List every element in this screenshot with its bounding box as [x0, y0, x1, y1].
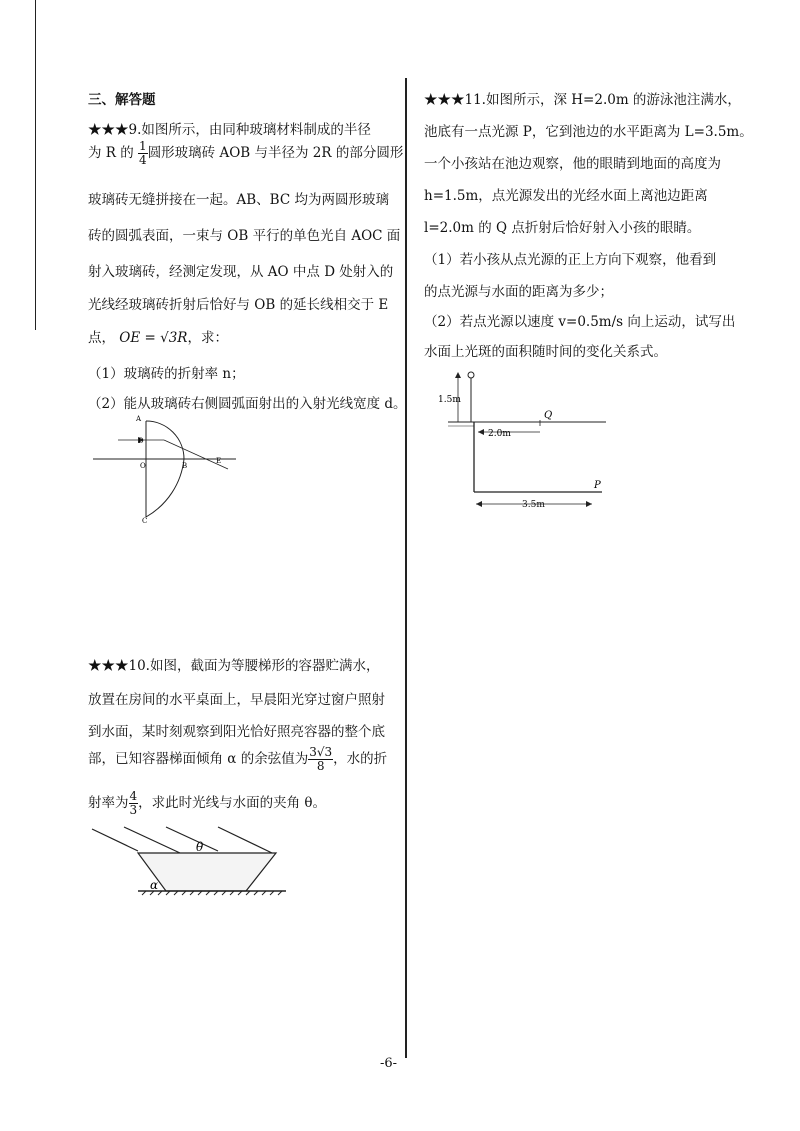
fig11-label-Q: Q [544, 410, 553, 421]
q9-figure [88, 413, 248, 523]
q10-cos-fraction: $\frac{3√3}{8}$ [309, 745, 333, 773]
q9-stars: ★★★9. [88, 122, 142, 138]
fig9-label-C: C [142, 517, 148, 523]
q10-line-5: 射率为 $\frac{4}{3}$ ，求此时光线与水面的夹角 θ。 [88, 789, 327, 817]
fig9-label-A: A [136, 415, 142, 423]
q11-line-3: 一个小孩站在池边观察，他的眼睛到地面的高度为 [424, 156, 721, 172]
fig11-label-L: 3.5m [522, 500, 545, 510]
q9-formula: OE = √3R [119, 330, 188, 346]
q10-line-3: 到水面，某时刻观察到阳光恰好照亮容器的整个底 [88, 724, 385, 740]
fig10-label-theta: θ [196, 840, 204, 854]
q9-line-6: 光线经玻璃砖折射后恰好与 OB 的延长线相交于 E [88, 297, 389, 313]
fig11-label-h: 1.5m [438, 395, 461, 405]
fig11-label-P: P [594, 480, 601, 491]
section-title: 三、解答题 [88, 92, 156, 108]
q10-line-1: ★★★10.如图，截面为等腰梯形的容器贮满水， [88, 658, 380, 674]
q11-line-4: h=1.5m，点光源发出的光经水面上离池边距离 [424, 188, 708, 204]
q9-line-1: ★★★9.如图所示，由同种玻璃材料制成的半径 [88, 122, 371, 138]
q11-sub2-line-2: 水面上光斑的面积随时间的变化关系式。 [424, 344, 667, 360]
q10-stars: ★★★10. [88, 658, 150, 674]
q10-n-fraction: $\frac{4}{3}$ [129, 789, 138, 817]
q10-line-2: 放置在房间的水平桌面上，早晨阳光穿过窗户照射 [88, 692, 385, 708]
column-divider [405, 78, 407, 1058]
q11-stars: ★★★11. [424, 92, 486, 108]
q9-sub2: （2）能从玻璃砖右侧圆弧面射出的入射光线宽度 d。 [88, 396, 407, 412]
fig9-label-O: O [140, 462, 146, 470]
fig9-label-B: B [182, 462, 188, 470]
q9-line-7: 点， OE = √3R，求： [88, 330, 228, 346]
q9-line-4: 砖的圆弧表面，一束与 OB 平行的单色光自 AOC 面 [88, 228, 401, 244]
q11-line-2: 池底有一点光源 P，它到池边的水平距离为 L=3.5m。 [424, 124, 753, 140]
page-number: -6- [380, 1056, 398, 1071]
fig10-label-alpha: α [150, 878, 159, 892]
q9-line-3: 玻璃砖无缝拼接在一起。AB、BC 均为两圆形玻璃 [88, 192, 389, 208]
q11-sub2-line-1: （2）若点光源以速度 v=0.5m/s 向上运动，试写出 [424, 314, 736, 330]
q11-line-1: ★★★11.如图所示，深 H=2.0m 的游泳池注满水， [424, 92, 741, 108]
q11-figure [434, 366, 614, 516]
q9-line-2: 为 R 的 $\frac{1}{4}$ 圆形玻璃砖 AOB 与半径为 2R 的部分圆形 [88, 139, 404, 167]
page-edge-line [35, 0, 36, 330]
q10-line-4: 部，已知容器梯面倾角 α 的余弦值为 $\frac{3√3}{8}$ ，水的折 [88, 745, 388, 773]
fig9-label-E: E [216, 457, 222, 465]
q9-sub1: （1）玻璃砖的折射率 n； [88, 366, 245, 382]
q11-line-5: l=2.0m 的 Q 点折射后恰好射入小孩的眼睛。 [424, 220, 701, 236]
fig11-label-l: 2.0m [488, 429, 511, 439]
q11-sub1-line-1: （1）若小孩从点光源的正上方向下观察，他看到 [424, 252, 717, 268]
q11-sub1-line-2: 的点光源与水面的距离为多少； [424, 284, 613, 300]
q9-line-5: 射入玻璃砖，经测定发现，从 AO 中点 D 处射入的 [88, 264, 394, 280]
fig9-label-D: D [138, 437, 144, 445]
q9-fraction: $\frac{1}{4}$ [139, 139, 147, 167]
q10-figure [88, 823, 298, 905]
